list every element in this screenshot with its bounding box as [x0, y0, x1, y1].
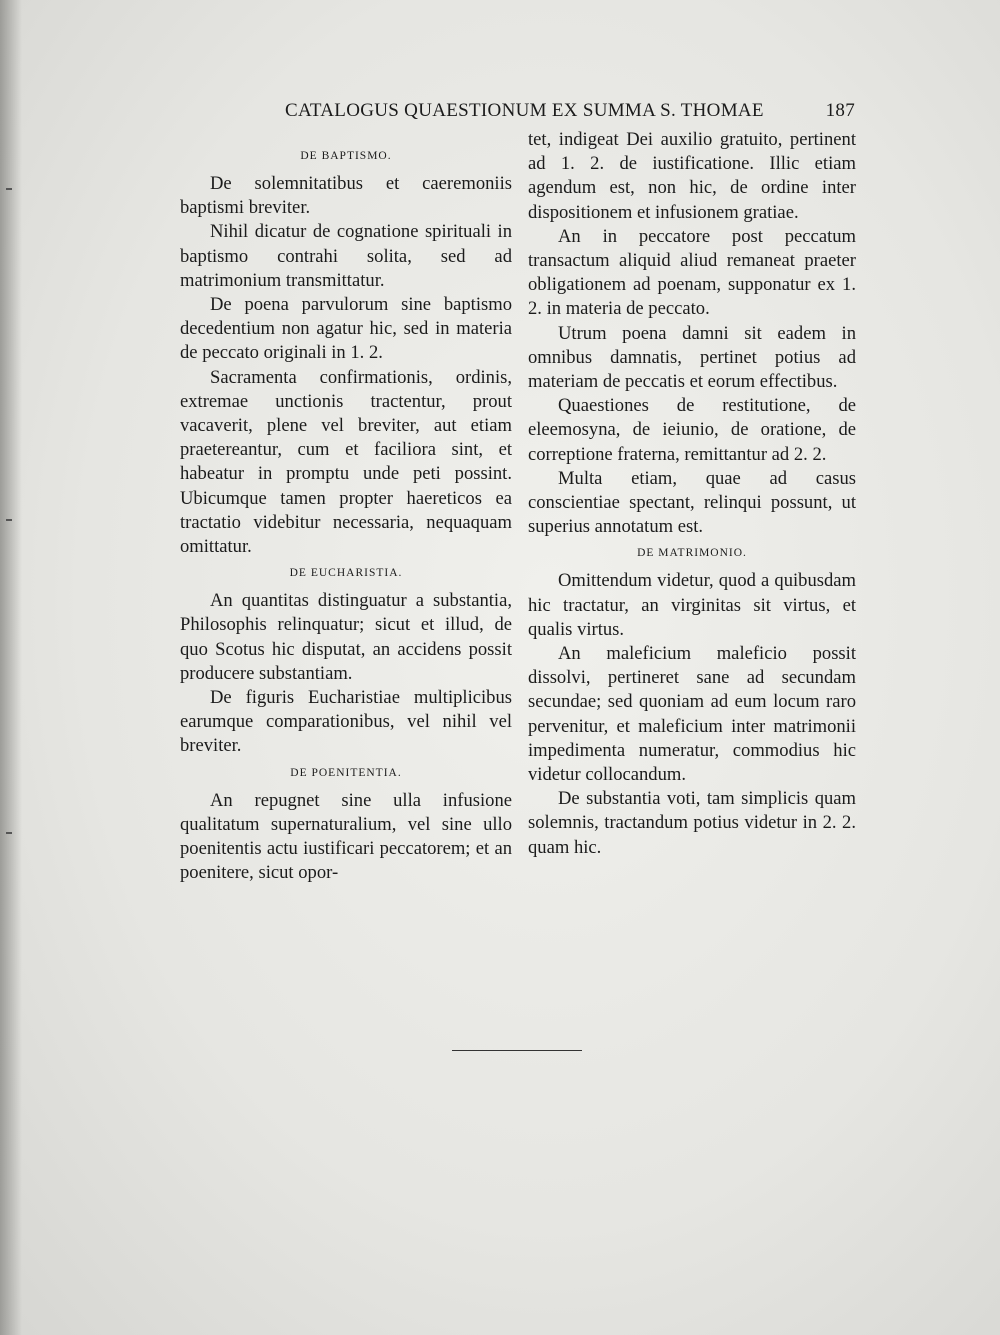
paragraph: An maleficium maleficio possit dissolvi, pertineret sane ad secundam secundae; sed quoniam ad eum locum raro pervenitur, et maleficium inter matrimonii impedimenta numeratur, commodius hic videtur collocandum. — [528, 643, 856, 786]
paragraph-continuation: tet, indigeat Dei auxilio gratuito, pertinent ad 1. 2. de iustificatione. Illic etiam agendum est, non hic, de ordine inter dispositionem et infusionem gratiae. — [528, 129, 856, 223]
paragraph: Utrum poena damni sit eadem in omnibus damnatis, pertinet potius ad materiam de peccatis et eorum effectibus. — [528, 322, 856, 393]
margin-mark — [6, 519, 12, 521]
paragraph: An quantitas distinguatur a substantia, Philosophis relinquatur; sicut et illud, de quo Scotus hic disputat, an accidens possit producere substantiam. — [180, 590, 512, 684]
section-heading-poenitentia: DE POENITENTIA. — [290, 766, 402, 779]
gutter-shadow — [0, 0, 22, 1335]
section-heading-baptismo: DE BAPTISMO. — [300, 150, 392, 162]
left-column — [180, 142, 512, 885]
paragraph: An repugnet sine ulla infusione qualitatum supernaturalium, vel sine ullo poenitentis actu iustificari peccatorem; et an poenitere, sicut opor- — [180, 789, 512, 884]
paragraph: Nihil dicatur de cognatione spirituali in baptismo contrahi solita, sed ad matrimonium transmittatur. — [180, 221, 512, 291]
section-heading-matrimonio: DE MATRIMONIO. — [637, 547, 747, 560]
paragraph: De figuris Eucharistiae multiplicibus earumque comparationibus, vel nihil vel breviter. — [180, 687, 512, 757]
margin-mark — [6, 188, 12, 190]
paragraph: Omittendum videtur, quod a quibusdam hic tractatur, an virginitas sit virtus, et qualis virtus. — [528, 570, 856, 640]
margin-mark — [6, 832, 12, 834]
paragraph: De solemnitatibus et caeremoniis baptismi breviter. — [180, 173, 512, 219]
header-title: CATALOGUS QUAESTIONUM EX SUMMA S. THOMAE — [285, 100, 764, 121]
paragraph: De substantia voti, tam simplicis quam solemnis, tractandum potius videtur in 2. 2. quam hic. — [528, 788, 856, 858]
paragraph: Quaestiones de restitutione, de eleemosyna, de ieiunio, de oratione, de correptione fraterna, remittantur ad 2. 2. — [528, 395, 856, 465]
paragraph: Sacramenta confirmationis, ordinis, extremae unctionis tractentur, prout vacaverit, plene vel breviter, aut etiam praetereantur, cum et faciliora sint, et habeatur in promptu unde peti possint. Ubicumque tamen propter haereticos ea tractatio videbitur necessaria, nequaquam omittatur. — [180, 366, 512, 558]
section-heading-eucharistia: DE EUCHARISTIA. — [289, 567, 403, 580]
paragraph: An in peccatore post peccatum transactum aliquid aliud remaneat praeter obligationem ad poenam, supponatur ex 1. 2. in materia de peccato. — [528, 225, 856, 320]
page-number: 187 — [825, 100, 855, 121]
paragraph: Multa etiam, quae ad casus conscientiae spectant, relinqui possunt, ut superius annotatum est. — [528, 467, 856, 538]
footnote-rule — [452, 1050, 582, 1051]
paragraph: De poena parvulorum sine baptismo decedentium non agatur hic, sed in materia de peccato originali in 1. 2. — [180, 294, 512, 364]
right-column — [528, 128, 856, 860]
